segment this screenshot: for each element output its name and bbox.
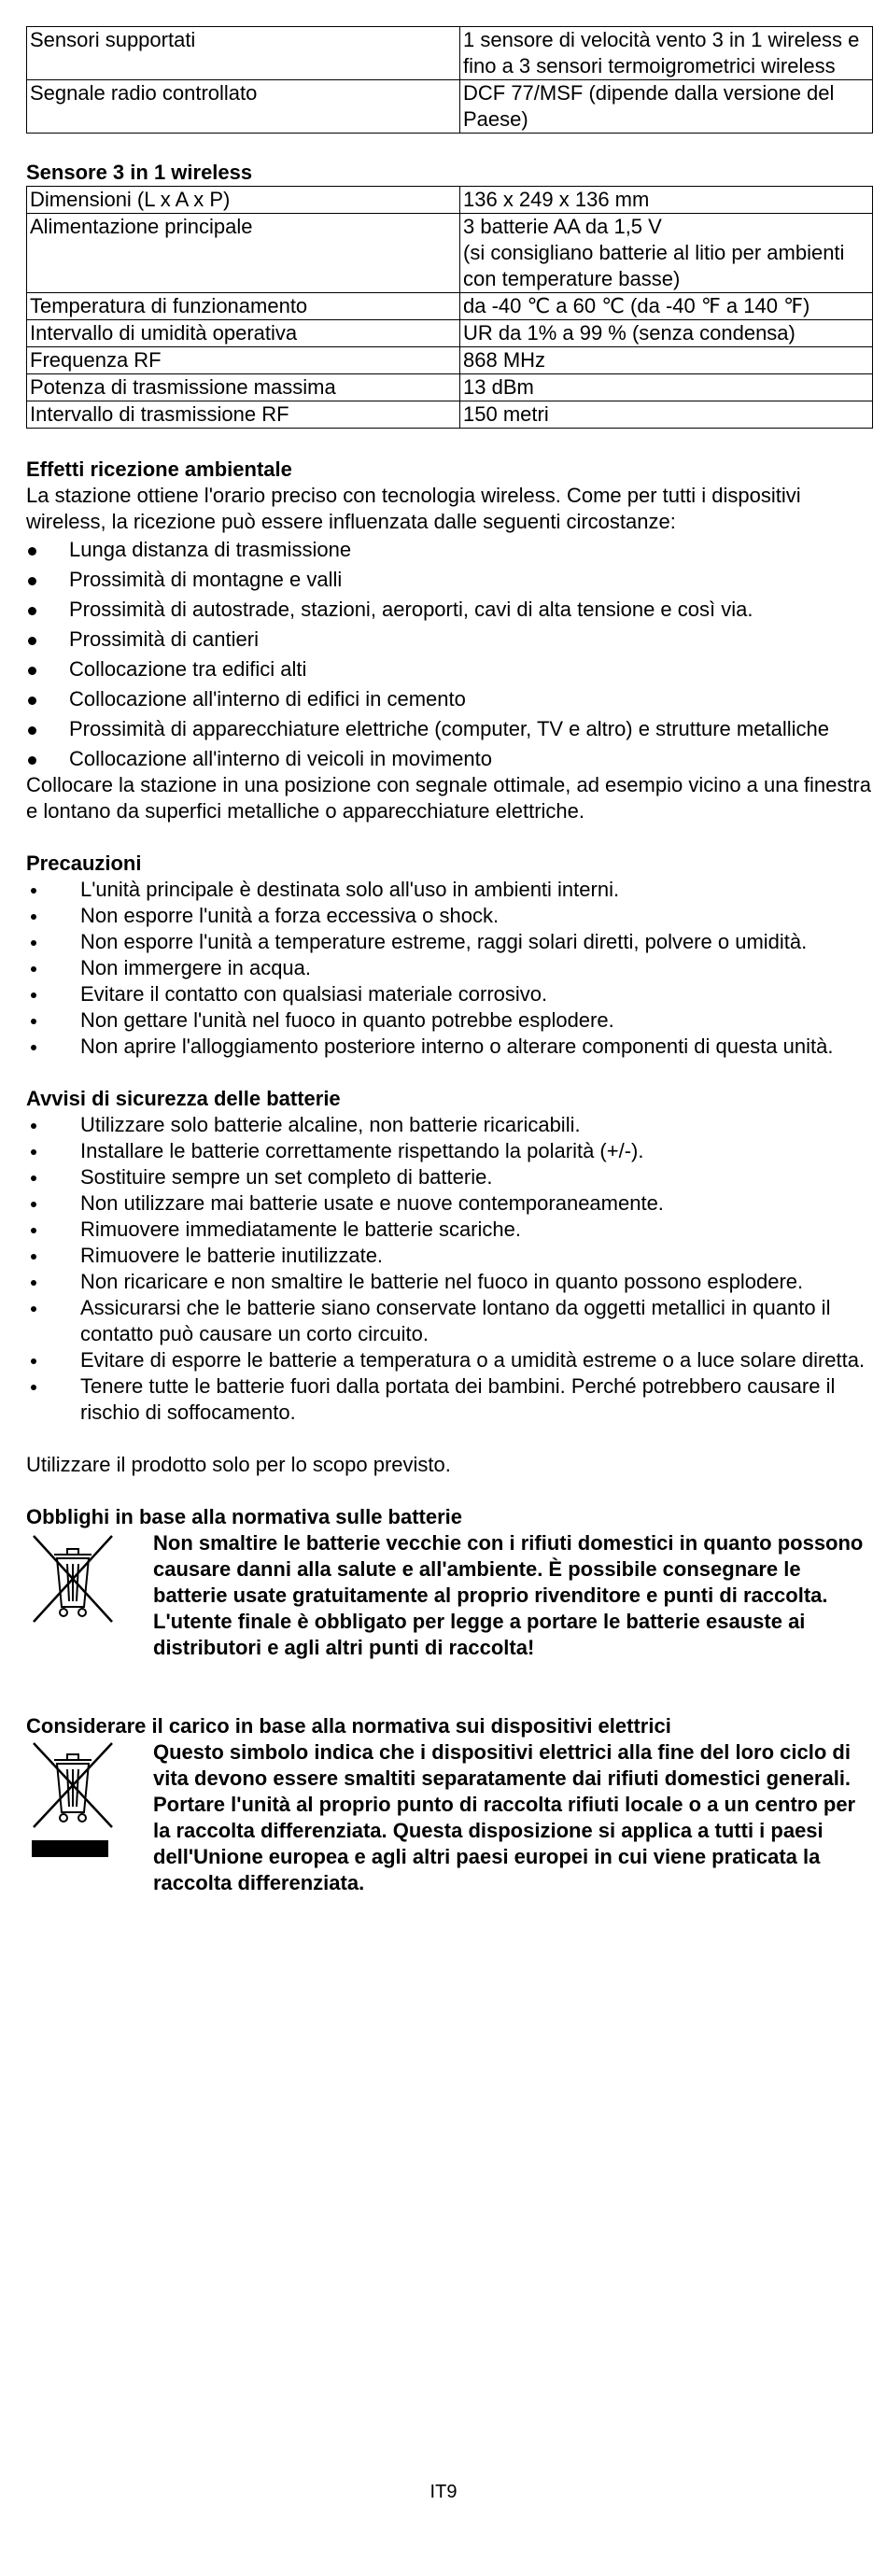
battery-law-text: Non smaltire le batterie vecchie con i rifiuti domestici in quanto possono causare danni alla salute e all'ambiente. È possibile consegnare le batterie usate gratuitamente al proprio rivenditore e punti di raccolta. L'utente finale è obbligato per legge a portare le batterie esauste ai distributori e agli altri punti di raccolta!	[153, 1531, 864, 1659]
spec-value: 150 metri	[460, 401, 873, 429]
table-row	[27, 187, 873, 214]
list-item: Sostituire sempre un set completo di batterie.	[26, 1164, 874, 1190]
list-item: Prossimità di montagne e valli	[26, 567, 874, 593]
weee-title: Considerare il carico in base alla normativa sui dispositivi elettrici	[26, 1714, 671, 1738]
table-row	[27, 80, 873, 134]
spec-value: 136 x 249 x 136 mm	[460, 187, 873, 214]
list-item: Utilizzare solo batterie alcaline, non batterie ricaricabili.	[26, 1112, 874, 1138]
spec-label: Temperatura di funzionamento	[27, 293, 460, 320]
list-item: Prossimità di cantieri	[26, 626, 874, 653]
list-item: Rimuovere immediatamente le batterie scariche.	[26, 1217, 874, 1243]
list-item: Prossimità di apparecchiature elettriche (computer, TV e altro) e strutture metalliche	[26, 716, 874, 742]
spec-label: Dimensioni (L x A x P)	[27, 187, 460, 214]
list-item: L'unità principale è destinata solo all'uso in ambienti interni.	[26, 877, 874, 903]
list-item: Installare le batterie correttamente rispettando la polarità (+/-).	[26, 1138, 874, 1164]
document-page	[26, 26, 874, 1896]
spec-value: 13 dBm	[460, 374, 873, 401]
list-item: Rimuovere le batterie inutilizzate.	[26, 1243, 874, 1269]
list-item: Prossimità di autostrade, stazioni, aeroporti, cavi di alta tensione e così via.	[26, 597, 874, 623]
table-row	[27, 320, 873, 347]
battery-safety-list	[26, 1112, 874, 1426]
spec-value: DCF 77/MSF (dipende dalla versione del Paese)	[460, 80, 873, 134]
table-row	[27, 27, 873, 80]
page-number: IT9	[429, 2482, 458, 2502]
spec-label: Alimentazione principale	[27, 214, 460, 293]
spec-label: Segnale radio controllato	[27, 80, 460, 134]
reception-intro: La stazione ottiene l'orario preciso con tecnologia wireless. Come per tutti i dispositivi wireless, la ricezione può essere influenzata dalle seguenti circostanze:	[26, 484, 801, 533]
list-item: Lunga distanza di trasmissione	[26, 537, 874, 563]
crossed-bin-icon	[26, 1530, 153, 1661]
table-row	[27, 214, 873, 293]
spec-value: da -40 ℃ a 60 ℃ (da -40 ℉ a 140 ℉)	[460, 293, 873, 320]
battery-law-notice	[26, 1530, 874, 1661]
precautions-list	[26, 877, 874, 1060]
weee-notice	[26, 1739, 874, 1896]
list-item: Non ricaricare e non smaltire le batterie nel fuoco in quanto possono esplodere.	[26, 1269, 874, 1295]
list-item: Collocazione all'interno di edifici in cemento	[26, 686, 874, 712]
table-row	[27, 374, 873, 401]
table-row	[27, 347, 873, 374]
list-item: Collocazione tra edifici alti	[26, 656, 874, 683]
list-item: Non immergere in acqua.	[26, 955, 874, 981]
reception-title: Effetti ricezione ambientale	[26, 457, 292, 481]
list-item: Evitare di esporre le batterie a temperatura o a umidità estreme o a luce solare diretta.	[26, 1347, 874, 1373]
precautions-title: Precauzioni	[26, 852, 142, 875]
spec-value: 1 sensore di velocità vento 3 in 1 wireless e fino a 3 sensori termoigrometrici wireless	[460, 27, 873, 80]
intended-use-note: Utilizzare il prodotto solo per lo scopo previsto.	[26, 1453, 451, 1476]
reception-list	[26, 537, 874, 772]
list-item: Collocazione all'interno di veicoli in movimento	[26, 746, 874, 772]
spec-label: Frequenza RF	[27, 347, 460, 374]
table-row	[27, 401, 873, 429]
weee-bin-icon	[26, 1739, 153, 1896]
list-item: Non esporre l'unità a temperature estreme, raggi solari diretti, polvere o umidità.	[26, 929, 874, 955]
spec-value	[460, 214, 873, 293]
spec-value: UR da 1% a 99 % (senza condensa)	[460, 320, 873, 347]
list-item: Assicurarsi che le batterie siano conservate lontano da oggetti metallici in quanto il contatto può causare un corto circuito.	[26, 1295, 874, 1347]
sensor-section-title: Sensore 3 in 1 wireless	[26, 161, 253, 184]
spec-label: Sensori supportati	[27, 27, 460, 80]
supported-sensors-table	[26, 26, 873, 134]
list-item: Tenere tutte le batterie fuori dalla portata dei bambini. Perché potrebbero causare il rischio di soffocamento.	[26, 1373, 874, 1426]
spec-value: 868 MHz	[460, 347, 873, 374]
list-item: Non esporre l'unità a forza eccessiva o shock.	[26, 903, 874, 929]
spec-value-main: 3 batterie AA da 1,5 V	[463, 215, 662, 238]
list-item: Non gettare l'unità nel fuoco in quanto potrebbe esplodere.	[26, 1007, 874, 1034]
reception-outro: Collocare la stazione in una posizione con segnale ottimale, ad esempio vicino a una finestra e lontano da superfici metalliche o apparecchiature elettriche.	[26, 773, 871, 823]
spec-label: Intervallo di umidità operativa	[27, 320, 460, 347]
battery-safety-title: Avvisi di sicurezza delle batterie	[26, 1087, 341, 1110]
battery-law-title: Obblighi in base alla normativa sulle batterie	[26, 1505, 463, 1528]
spec-value-note: (si consigliano batterie al litio per ambienti con temperature basse)	[463, 241, 845, 290]
weee-text: Questo simbolo indica che i dispositivi elettrici alla fine del loro ciclo di vita devono essere smaltiti separatamente dai rifiuti domestici generali. Portare l'unità al proprio punto di raccolta rifiuti locale o a un centro per la raccolta differenziata. Questa disposizione si applica a tutti i paesi dell'Unione europea e agli altri paesi europei in cui viene praticata la raccolta differenziata.	[153, 1740, 856, 1894]
table-row	[27, 293, 873, 320]
list-item: Evitare il contatto con qualsiasi materiale corrosivo.	[26, 981, 874, 1007]
list-item: Non aprire l'alloggiamento posteriore interno o alterare componenti di questa unità.	[26, 1034, 874, 1060]
spec-label: Intervallo di trasmissione RF	[27, 401, 460, 429]
sensor-spec-table	[26, 186, 873, 429]
spec-label: Potenza di trasmissione massima	[27, 374, 460, 401]
list-item: Non utilizzare mai batterie usate e nuove contemporaneamente.	[26, 1190, 874, 1217]
